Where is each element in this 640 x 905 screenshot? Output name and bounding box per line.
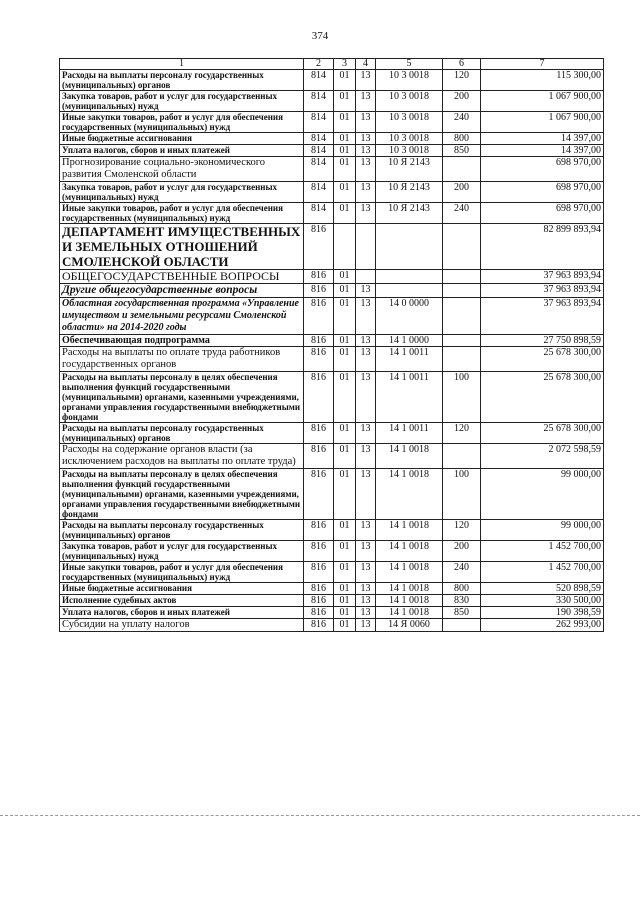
amount-cell: 330 500,00 [481, 595, 604, 607]
expense-type-code-cell: 200 [443, 541, 481, 562]
amount-cell: 1 452 700,00 [481, 541, 604, 562]
expense-type-code-cell [443, 284, 481, 298]
expense-name-cell: Исполнение судебных актов [60, 595, 304, 607]
table-row [60, 70, 604, 91]
table-row [60, 284, 604, 298]
target-article-code-cell: 14 1 0018 [376, 595, 443, 607]
ministry-code-cell: 816 [304, 520, 334, 541]
section-code-cell: 01 [334, 203, 356, 224]
expense-type-code-cell [443, 270, 481, 284]
table-row [60, 619, 604, 632]
column-header-6: 6 [443, 59, 481, 70]
column-header-7: 7 [481, 59, 604, 70]
ministry-code-cell: 814 [304, 91, 334, 112]
expense-name-cell: ОБЩЕГОСУДАРСТВЕННЫЕ ВОПРОСЫ [60, 270, 304, 284]
amount-cell: 82 899 893,94 [481, 224, 604, 270]
target-article-code-cell: 14 1 0018 [376, 583, 443, 595]
expense-type-code-cell: 100 [443, 469, 481, 520]
section-code-cell: 01 [334, 619, 356, 632]
expense-type-code-cell [443, 224, 481, 270]
amount-cell: 698 970,00 [481, 203, 604, 224]
expense-type-code-cell: 240 [443, 112, 481, 133]
subsection-code-cell: 13 [356, 372, 376, 423]
section-code-cell: 01 [334, 347, 356, 372]
target-article-code-cell: 10 3 0018 [376, 70, 443, 91]
table-row [60, 270, 604, 284]
amount-cell: 25 678 300,00 [481, 347, 604, 372]
expense-name-cell: Расходы на выплаты персоналу в целях обеспечения выполнения функций государственными (муниципальными) органами, казенными учреждениями, органами управления государственными внебюджетными фондами [60, 469, 304, 520]
ministry-code-cell: 816 [304, 595, 334, 607]
section-code-cell: 01 [334, 541, 356, 562]
subsection-code-cell: 13 [356, 619, 376, 632]
section-code-cell: 01 [334, 182, 356, 203]
expense-name-cell: Иные закупки товаров, работ и услуг для обеспечения государственных (муниципальных) нужд [60, 112, 304, 133]
ministry-code-cell: 816 [304, 335, 334, 347]
target-article-code-cell: 10 3 0018 [376, 145, 443, 157]
ministry-code-cell: 814 [304, 112, 334, 133]
subsection-code-cell: 13 [356, 112, 376, 133]
subsection-code-cell: 13 [356, 145, 376, 157]
expense-type-code-cell [443, 619, 481, 632]
amount-cell: 27 750 898,59 [481, 335, 604, 347]
expense-name-cell: Прогнозирование социально-экономического развития Смоленской области [60, 157, 304, 182]
subsection-code-cell: 13 [356, 70, 376, 91]
expense-type-code-cell: 830 [443, 595, 481, 607]
subsection-code-cell: 13 [356, 91, 376, 112]
expense-type-code-cell [443, 298, 481, 335]
subsection-code-cell: 13 [356, 423, 376, 444]
header-row [60, 59, 604, 70]
ministry-code-cell: 816 [304, 423, 334, 444]
table-row [60, 298, 604, 335]
table-row [60, 444, 604, 469]
section-code-cell: 01 [334, 444, 356, 469]
target-article-code-cell: 10 Я 2143 [376, 157, 443, 182]
expense-name-cell: Расходы на выплаты персоналу государственных (муниципальных) органов [60, 520, 304, 541]
table-row [60, 157, 604, 182]
subsection-code-cell: 13 [356, 284, 376, 298]
target-article-code-cell [376, 284, 443, 298]
target-article-code-cell: 10 3 0018 [376, 133, 443, 145]
section-code-cell: 01 [334, 372, 356, 423]
subsection-code-cell: 13 [356, 520, 376, 541]
section-code-cell: 01 [334, 145, 356, 157]
expense-name-cell: Расходы на выплаты персоналу государственных (муниципальных) органов [60, 70, 304, 91]
table-row [60, 91, 604, 112]
expense-type-code-cell [443, 444, 481, 469]
table-row [60, 133, 604, 145]
target-article-code-cell: 10 3 0018 [376, 112, 443, 133]
target-article-code-cell: 14 1 0018 [376, 607, 443, 619]
amount-cell: 37 963 893,94 [481, 284, 604, 298]
expense-name-cell: Уплата налогов, сборов и иных платежей [60, 145, 304, 157]
ministry-code-cell: 816 [304, 372, 334, 423]
amount-cell: 190 398,59 [481, 607, 604, 619]
subsection-code-cell: 13 [356, 335, 376, 347]
subsection-code-cell: 13 [356, 607, 376, 619]
target-article-code-cell: 14 0 0000 [376, 298, 443, 335]
table-row [60, 607, 604, 619]
expense-name-cell: Субсидии на уплату налогов [60, 619, 304, 632]
column-header-3: 3 [334, 59, 356, 70]
ministry-code-cell: 816 [304, 284, 334, 298]
table-body [60, 70, 604, 632]
section-code-cell: 01 [334, 562, 356, 583]
expense-name-cell: Расходы на выплаты персоналу государственных (муниципальных) органов [60, 423, 304, 444]
expense-type-code-cell: 850 [443, 607, 481, 619]
expense-type-code-cell [443, 335, 481, 347]
amount-cell: 25 678 300,00 [481, 372, 604, 423]
target-article-code-cell: 14 1 0011 [376, 347, 443, 372]
expense-type-code-cell: 100 [443, 372, 481, 423]
expense-type-code-cell: 120 [443, 520, 481, 541]
target-article-code-cell: 10 3 0018 [376, 91, 443, 112]
section-code-cell: 01 [334, 284, 356, 298]
expense-type-code-cell [443, 347, 481, 372]
table-row [60, 335, 604, 347]
subsection-code-cell: 13 [356, 133, 376, 145]
expense-name-cell: Расходы на выплаты по оплате труда работников государственных органов [60, 347, 304, 372]
section-code-cell: 01 [334, 335, 356, 347]
section-code-cell: 01 [334, 423, 356, 444]
ministry-code-cell: 816 [304, 469, 334, 520]
ministry-code-cell: 814 [304, 145, 334, 157]
column-header-2: 2 [304, 59, 334, 70]
table-row [60, 469, 604, 520]
section-code-cell: 01 [334, 469, 356, 520]
expense-type-code-cell: 120 [443, 70, 481, 91]
ministry-code-cell: 816 [304, 270, 334, 284]
table-row [60, 541, 604, 562]
amount-cell: 115 300,00 [481, 70, 604, 91]
table-row [60, 562, 604, 583]
subsection-code-cell: 13 [356, 203, 376, 224]
target-article-code-cell: 14 1 0018 [376, 469, 443, 520]
budget-table [59, 58, 604, 632]
table-row [60, 583, 604, 595]
target-article-code-cell: 10 Я 2143 [376, 203, 443, 224]
subsection-code-cell: 13 [356, 347, 376, 372]
page-cut-line [0, 815, 640, 816]
expense-type-code-cell [443, 157, 481, 182]
section-code-cell: 01 [334, 520, 356, 541]
section-code-cell: 01 [334, 70, 356, 91]
expense-type-code-cell: 240 [443, 203, 481, 224]
ministry-code-cell: 814 [304, 182, 334, 203]
section-code-cell: 01 [334, 298, 356, 335]
amount-cell: 14 397,00 [481, 133, 604, 145]
target-article-code-cell: 14 1 0000 [376, 335, 443, 347]
expense-name-cell: Иные бюджетные ассигнования [60, 133, 304, 145]
amount-cell: 2 072 598,59 [481, 444, 604, 469]
section-code-cell: 01 [334, 607, 356, 619]
expense-type-code-cell: 200 [443, 182, 481, 203]
amount-cell: 37 963 893,94 [481, 270, 604, 284]
target-article-code-cell: 10 Я 2143 [376, 182, 443, 203]
subsection-code-cell: 13 [356, 444, 376, 469]
section-code-cell: 01 [334, 595, 356, 607]
target-article-code-cell: 14 Я 0060 [376, 619, 443, 632]
expense-name-cell: Закупка товаров, работ и услуг для государственных (муниципальных) нужд [60, 541, 304, 562]
page-number: 374 [311, 30, 329, 42]
ministry-code-cell: 816 [304, 583, 334, 595]
table-row [60, 145, 604, 157]
subsection-code-cell: 13 [356, 298, 376, 335]
expense-name-cell: Расходы на выплаты персоналу в целях обеспечения выполнения функций государственными (муниципальными) органами, казенными учреждениями, органами управления государственными внебюджетными фондами [60, 372, 304, 423]
ministry-code-cell: 816 [304, 607, 334, 619]
table-row [60, 595, 604, 607]
section-code-cell [334, 224, 356, 270]
amount-cell: 520 898,59 [481, 583, 604, 595]
expense-type-code-cell: 800 [443, 583, 481, 595]
subsection-code-cell: 13 [356, 541, 376, 562]
subsection-code-cell [356, 224, 376, 270]
expense-name-cell: Иные бюджетные ассигнования [60, 583, 304, 595]
expense-name-cell: Уплата налогов, сборов и иных платежей [60, 607, 304, 619]
amount-cell: 14 397,00 [481, 145, 604, 157]
ministry-code-cell: 816 [304, 444, 334, 469]
table-row [60, 224, 604, 270]
section-code-cell: 01 [334, 583, 356, 595]
amount-cell: 698 970,00 [481, 182, 604, 203]
amount-cell: 1 067 900,00 [481, 91, 604, 112]
subsection-code-cell: 13 [356, 469, 376, 520]
amount-cell: 99 000,00 [481, 520, 604, 541]
target-article-code-cell: 14 1 0011 [376, 372, 443, 423]
expense-name-cell: Обеспечивающая подпрограмма [60, 335, 304, 347]
expense-type-code-cell: 800 [443, 133, 481, 145]
section-code-cell: 01 [334, 91, 356, 112]
ministry-code-cell: 814 [304, 203, 334, 224]
target-article-code-cell: 14 1 0011 [376, 423, 443, 444]
subsection-code-cell [356, 270, 376, 284]
target-article-code-cell [376, 224, 443, 270]
amount-cell: 1 067 900,00 [481, 112, 604, 133]
table-row [60, 347, 604, 372]
column-header-1: 1 [60, 59, 304, 70]
table-row [60, 182, 604, 203]
target-article-code-cell: 14 1 0018 [376, 444, 443, 469]
target-article-code-cell: 14 1 0018 [376, 562, 443, 583]
section-code-cell: 01 [334, 157, 356, 182]
ministry-code-cell: 816 [304, 347, 334, 372]
subsection-code-cell: 13 [356, 583, 376, 595]
expense-type-code-cell: 850 [443, 145, 481, 157]
ministry-code-cell: 816 [304, 619, 334, 632]
amount-cell: 37 963 893,94 [481, 298, 604, 335]
table-row [60, 112, 604, 133]
ministry-code-cell: 814 [304, 70, 334, 91]
target-article-code-cell: 14 1 0018 [376, 520, 443, 541]
amount-cell: 25 678 300,00 [481, 423, 604, 444]
expense-type-code-cell: 120 [443, 423, 481, 444]
ministry-code-cell: 816 [304, 562, 334, 583]
table-row [60, 203, 604, 224]
expense-name-cell: Расходы на содержание органов власти (за исключением расходов на выплаты по оплате труда) [60, 444, 304, 469]
subsection-code-cell: 13 [356, 182, 376, 203]
amount-cell: 1 452 700,00 [481, 562, 604, 583]
ministry-code-cell: 816 [304, 541, 334, 562]
column-header-5: 5 [376, 59, 443, 70]
section-code-cell: 01 [334, 133, 356, 145]
subsection-code-cell: 13 [356, 595, 376, 607]
expense-name-cell: Другие общегосударственные вопросы [60, 284, 304, 298]
column-header-4: 4 [356, 59, 376, 70]
ministry-code-cell: 814 [304, 133, 334, 145]
expense-name-cell: Иные закупки товаров, работ и услуг для обеспечения государственных (муниципальных) нужд [60, 203, 304, 224]
ministry-code-cell: 816 [304, 224, 334, 270]
expense-name-cell: Закупка товаров, работ и услуг для государственных (муниципальных) нужд [60, 91, 304, 112]
amount-cell: 698 970,00 [481, 157, 604, 182]
amount-cell: 99 000,00 [481, 469, 604, 520]
section-code-cell: 01 [334, 270, 356, 284]
section-code-cell: 01 [334, 112, 356, 133]
expense-name-cell: Закупка товаров, работ и услуг для государственных (муниципальных) нужд [60, 182, 304, 203]
expense-name-cell: Иные закупки товаров, работ и услуг для обеспечения государственных (муниципальных) нужд [60, 562, 304, 583]
expense-name-cell: Областная государственная программа «Управление имуществом и земельными ресурсами Смоленской области» на 2014-2020 годы [60, 298, 304, 335]
subsection-code-cell: 13 [356, 562, 376, 583]
target-article-code-cell [376, 270, 443, 284]
expense-type-code-cell: 200 [443, 91, 481, 112]
table-row [60, 520, 604, 541]
subsection-code-cell: 13 [356, 157, 376, 182]
target-article-code-cell: 14 1 0018 [376, 541, 443, 562]
expense-type-code-cell: 240 [443, 562, 481, 583]
table-row [60, 423, 604, 444]
expense-name-cell: ДЕПАРТАМЕНТ ИМУЩЕСТВЕННЫХ И ЗЕМЕЛЬНЫХ ОТНОШЕНИЙ СМОЛЕНСКОЙ ОБЛАСТИ [60, 224, 304, 270]
table-row [60, 372, 604, 423]
amount-cell: 262 993,00 [481, 619, 604, 632]
ministry-code-cell: 814 [304, 157, 334, 182]
ministry-code-cell: 816 [304, 298, 334, 335]
